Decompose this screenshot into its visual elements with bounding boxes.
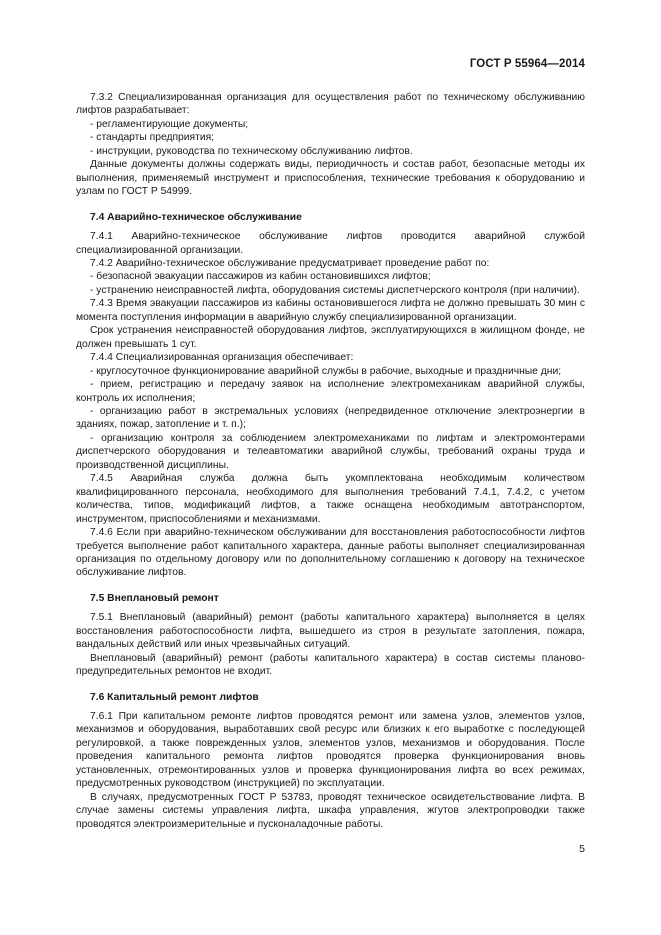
paragraph: 7.4.2 Аварийно-техническое обслуживание предусматривает проведение работ по: xyxy=(90,257,490,269)
list-item: - стандарты предприятия; xyxy=(90,132,215,144)
paragraph: Внеплановый (аварийный) ремонт (работы капитального характера) в состав системы планово-предупредительных ремонтов не входит. xyxy=(76,652,585,678)
section-heading: 7.4 Аварийно-техническое обслуживание xyxy=(90,211,302,223)
list-item: - регламентирующие документы; xyxy=(90,118,249,130)
paragraph: 7.6.1 При капитальном ремонте лифтов проводятся ремонт или замена узлов, элементов узлов, механизмов и оборудования, выработавших свой ресурс или близких к его выработке с последующей регулировкой, а также поврежденных узлов, элементов узлов, механизмов и оборудования. После проведения капитального ремонта лифтов проводятся проверка функционирования вновь установленных, отремонтированных узлов и проверка функционирования лифта во всех режимах, предусмотренных руководством (инструкцией) по эксплуатации. xyxy=(76,711,585,790)
list-item: - безопасной эвакуации пассажиров из кабин остановившихся лифтов; xyxy=(90,271,431,283)
paragraph: 7.3.2 Специализированная организация для осуществления работ по техническому обслуживанию лифтов разрабатывает: xyxy=(76,92,585,117)
paragraph: 7.4.4 Специализированная организация обеспечивает: xyxy=(90,352,354,364)
list-item: - инструкции, руководства по техническому обслуживанию лифтов. xyxy=(90,145,413,157)
list-item: - прием, регистрацию и передачу заявок на исполнение электромеханикам аварийной службы, контроль их исполнения; xyxy=(76,379,585,404)
paragraph: 7.5.1 Внеплановый (аварийный) ремонт (работы капитального характера) выполняется в целях восстановления работоспособности лифта, вышедшего из строя в результате затопления, пожара, вандальных действий или иных чрезвычайных ситуаций. xyxy=(76,612,585,651)
section-heading: 7.6 Капитальный ремонт лифтов xyxy=(90,691,259,703)
section-heading: 7.5 Внеплановый ремонт xyxy=(90,592,219,604)
paragraph: 7.4.5 Аварийная служба должна быть укомплектована необходимым количеством квалифицированного персонала, необходимого для выполнения требований 7.4.1, 7.4.2, с учетом количества, типов, модификаций лифтов, а также оснащена необходимым автотранспортом, инструментом, приспособлениями и механизмами. xyxy=(76,473,585,525)
paragraph: В случаях, предусмотренных ГОСТ Р 53783, проводят техническое освидетельствование лифта. В случае замены системы управления лифта, шкафа управления, жгутов электропроводки также проводятся электроизмерительные и пусконаладочные работы. xyxy=(76,791,585,830)
page-number: 5 xyxy=(579,843,585,855)
paragraph: Данные документы должны содержать виды, периодичность и состав работ, безопасные методы их выполнения, применяемый инструмент и приспособления, технические требования к оборудованию и узлам по ГОСТ Р 54999. xyxy=(76,159,585,198)
paragraph: 7.4.3 Время эвакуации пассажиров из кабины остановившегося лифта не должно превышать 30 мин с момента поступления информации в аварийную службу специализированной организации. xyxy=(76,298,585,323)
list-item: - устранению неисправностей лифта, оборудования системы диспетчерского контроля (при наличии). xyxy=(90,284,580,296)
paragraph: 7.4.6 Если при аварийно-техническом обслуживании для восстановления работоспособности лифтов требуется выполнение работ капитального характера, данные работы выполняет специализированная организация по отдельному договору или по дополнительному соглашению к договору на техническое обслуживание лифтов. xyxy=(76,527,585,579)
paragraph: Срок устранения неисправностей оборудования лифтов, эксплуатирующихся в жилищном фонде, не должен превышать 1 сут. xyxy=(76,325,585,350)
list-item: - организацию контроля за соблюдением электромеханиками по лифтам и электромонтерами диспетчерского оборудования и телеавтоматики аварийной службы, требований охраны труда и производственной дисциплины. xyxy=(76,432,585,471)
list-item: - круглосуточное функционирование аварийной службы в рабочие, выходные и праздничные дни; xyxy=(90,365,562,377)
list-item: - организацию работ в экстремальных условиях (непредвиденное отключение электроэнергии в зданиях, пожар, затопление и т. п.); xyxy=(76,405,585,431)
document-body xyxy=(76,91,585,831)
document-header: ГОСТ Р 55964—2014 xyxy=(469,58,585,70)
paragraph: 7.4.1 Аварийно-техническое обслуживание лифтов проводится аварийной службой специализированной организации. xyxy=(76,231,585,256)
